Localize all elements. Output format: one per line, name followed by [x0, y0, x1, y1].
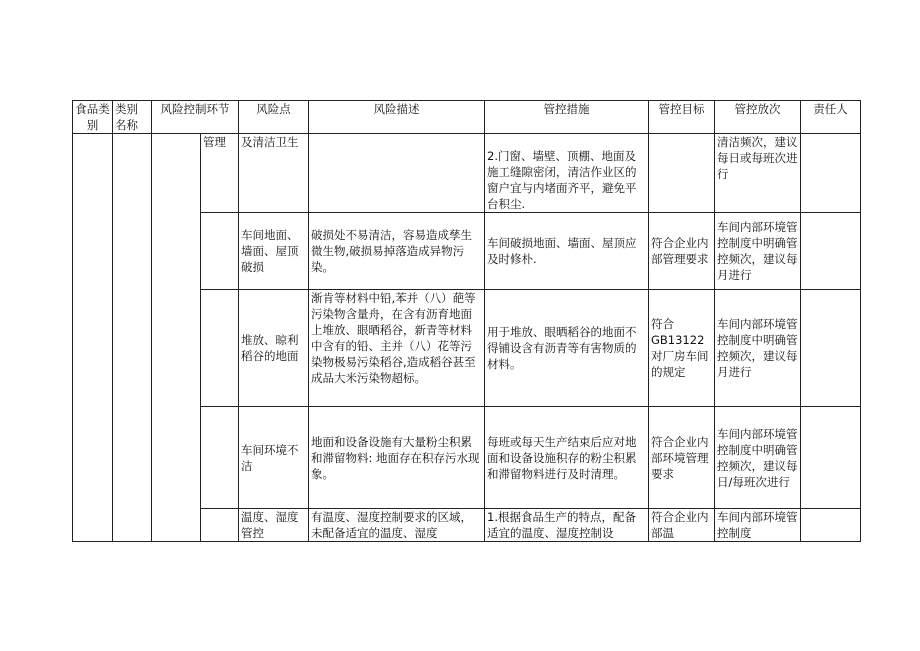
- cell-category-name: [113, 134, 152, 542]
- cell-responsible: [801, 509, 861, 542]
- cell-control-measures: 用于堆放、眼晒稻谷的地面不得铺设含有沥青等有害物质的材料。: [485, 290, 649, 407]
- table-header-row: [73, 101, 861, 134]
- header-category-name: 类别名称: [113, 101, 152, 134]
- cell-control-target: 符合企业内部管理要求: [649, 213, 715, 290]
- header-control-frequency: 管控放次: [715, 101, 801, 134]
- cell-risk-point: 及清洁卫生: [239, 134, 309, 213]
- cell-risk-point: 温度、湿度管控: [239, 509, 309, 542]
- cell-control-step: [201, 407, 239, 509]
- cell-responsible: [801, 134, 861, 213]
- cell-responsible: [801, 407, 861, 509]
- header-food-category: 食品类别: [73, 101, 113, 134]
- cell-control-step: [201, 290, 239, 407]
- cell-control-frequency: 车间内部环境管控制度: [715, 509, 801, 542]
- cell-control-target: [649, 134, 715, 213]
- cell-risk-description: 地面和设备设施有大量粉尘积累和滞留物料: 地面存在积存污水现象。: [309, 407, 485, 509]
- cell-risk-point: 车间环境不洁: [239, 407, 309, 509]
- cell-control-frequency: 车间内部环境管控制度中明确管控频次，建议每月进行: [715, 290, 801, 407]
- cell-risk-description: 渐肯等材料中铅,苯并（八）葩等污染物含量舟，在含有沥育地面上堆放、眼晒稻谷，新青等材料中含有的铅、主并（八）花等污染物极易污染稻谷,造成稻谷甚至成品大米污染物超标。: [309, 290, 485, 407]
- cell-control-step-main: [152, 134, 201, 542]
- cell-control-frequency: 清洁频次，建议每日或每班次进行: [715, 134, 801, 213]
- cell-control-step: [201, 213, 239, 290]
- header-control-target: 管控目标: [649, 101, 715, 134]
- cell-control-target: 符合GB13122对厂房车间的规定: [649, 290, 715, 407]
- cell-risk-description: 有温度、湿度控制要求的区域，未配备适宜的温度、湿度: [309, 509, 485, 542]
- table-row: [73, 134, 861, 213]
- header-risk-point: 风险点: [239, 101, 309, 134]
- cell-responsible: [801, 290, 861, 407]
- header-control-step: 风险控制环节: [152, 101, 239, 134]
- cell-risk-description: 破损处不易清洁，容易造成孳生微生物,破损易掉落造成异物污染。: [309, 213, 485, 290]
- cell-control-frequency: 车间内部环境管控制度中明确管控频次，建议每月进行: [715, 213, 801, 290]
- cell-control-measures: 1.根据食品生产的特点，配备适宜的温度、湿度控制设: [485, 509, 649, 542]
- cell-control-target: 符合企业内部温: [649, 509, 715, 542]
- header-responsible: 责任人: [801, 101, 861, 134]
- cell-control-step: [201, 509, 239, 542]
- header-control-measures: 管控措施: [485, 101, 649, 134]
- cell-control-measures: 2.门窗、墙壁、顶棚、地面及施工缝隙密闭，清洁作业区的窗户宜与内堵面齐平，避免平台积尘.: [485, 134, 649, 213]
- cell-risk-point: 堆放、晾利稻谷的地面: [239, 290, 309, 407]
- cell-control-measures: 每班或每天生产结束后应对地面和设备设施积存的粉尘积累和滞留物料进行及时清理。: [485, 407, 649, 509]
- cell-risk-point: 车间地面、墙面、屋顶破损: [239, 213, 309, 290]
- cell-control-step: 管理: [201, 134, 239, 213]
- header-risk-description: 风险描述: [309, 101, 485, 134]
- cell-control-target: 符合企业内部环境管理要求: [649, 407, 715, 509]
- cell-control-frequency: 车间内部环境管控制度中明确管控频次，建议每日/每班次进行: [715, 407, 801, 509]
- cell-risk-description: [309, 134, 485, 213]
- cell-control-measures: 车间破损地面、墙面、屋顶应及时修朴.: [485, 213, 649, 290]
- cell-food-category: [73, 134, 113, 542]
- cell-responsible: [801, 213, 861, 290]
- risk-control-table: [72, 100, 861, 542]
